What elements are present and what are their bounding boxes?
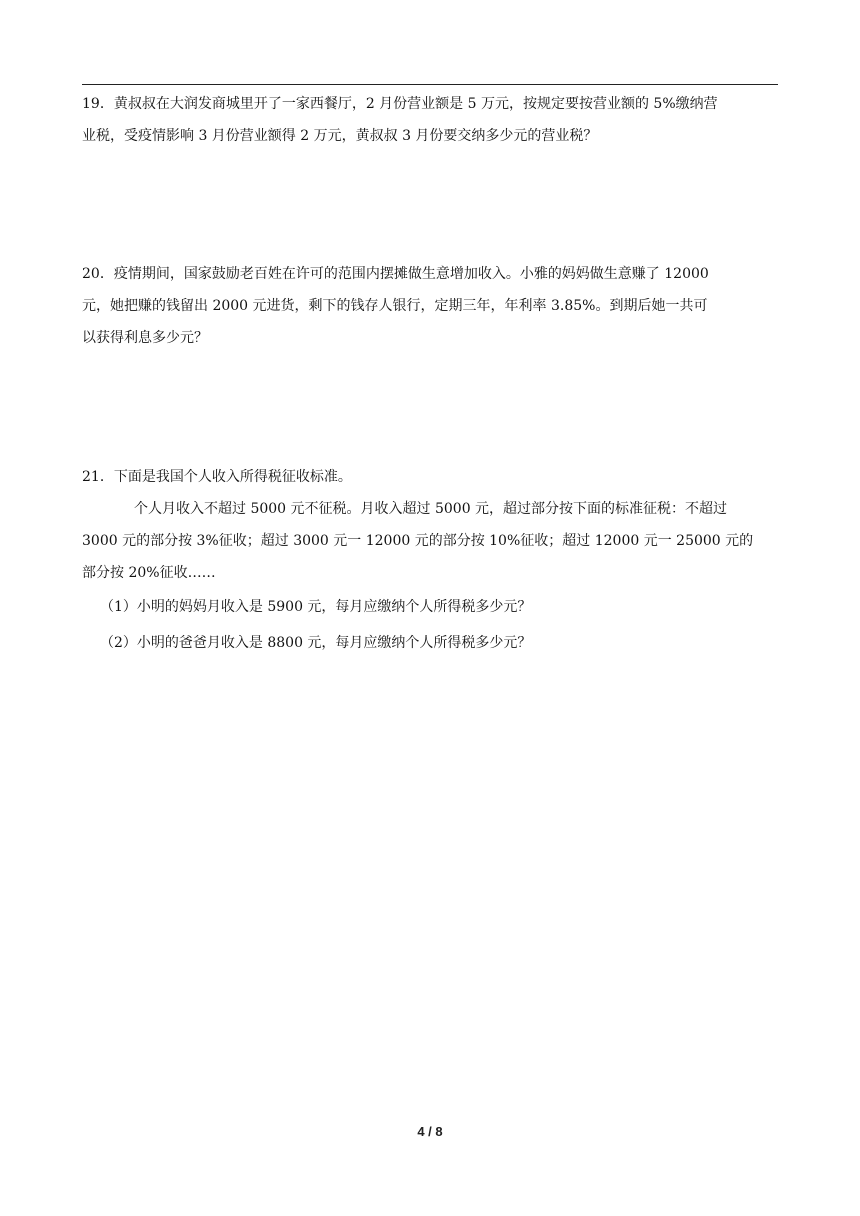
question-20-line-1: 20．疫情期间，国家鼓励老百姓在许可的范围内摆摊做生意增加收入。小雅的妈妈做生意赚了 12000 — [82, 266, 709, 282]
question-20-line-3: 以获得利息多少元？ — [82, 330, 208, 346]
question-21-line-2: 个人月收入不超过 5000 元不征税。月收入超过 5000 元，超过部分按下面的标准征税：不超过 — [134, 501, 728, 517]
question-21-subquestion-2: （2）小明的爸爸月收入是 8800 元，每月应缴纳个人所得税多少元？ — [100, 635, 532, 651]
header-rule — [82, 84, 778, 85]
question-21-line-1: 21．下面是我国个人收入所得税征收标准。 — [82, 469, 352, 485]
question-21-line-4: 部分按 20%征收…… — [82, 565, 216, 581]
page-number: 4 / 8 — [417, 1124, 443, 1139]
question-19-line-2: 业税，受疫情影响 3 月份营业额得 2 万元，黄叔叔 3 月份要交纳多少元的营业税？ — [82, 128, 598, 144]
question-21-line-3: 3000 元的部分按 3%征收；超过 3000 元一 12000 元的部分按 10%征收；超过 12000 元一 25000 元的 — [82, 533, 754, 549]
question-21-subquestion-1: （1）小明的妈妈月收入是 5900 元，每月应缴纳个人所得税多少元？ — [100, 599, 532, 615]
question-20-line-2: 元，她把赚的钱留出 2000 元进货，剩下的钱存人银行，定期三年，年利率 3.85%。到期后她一共可 — [82, 298, 708, 314]
question-19-line-1: 19．黄叔叔在大润发商城里开了一家西餐厅，2 月份营业额是 5 万元，按规定要按营业额的 5%缴纳营 — [82, 96, 718, 112]
